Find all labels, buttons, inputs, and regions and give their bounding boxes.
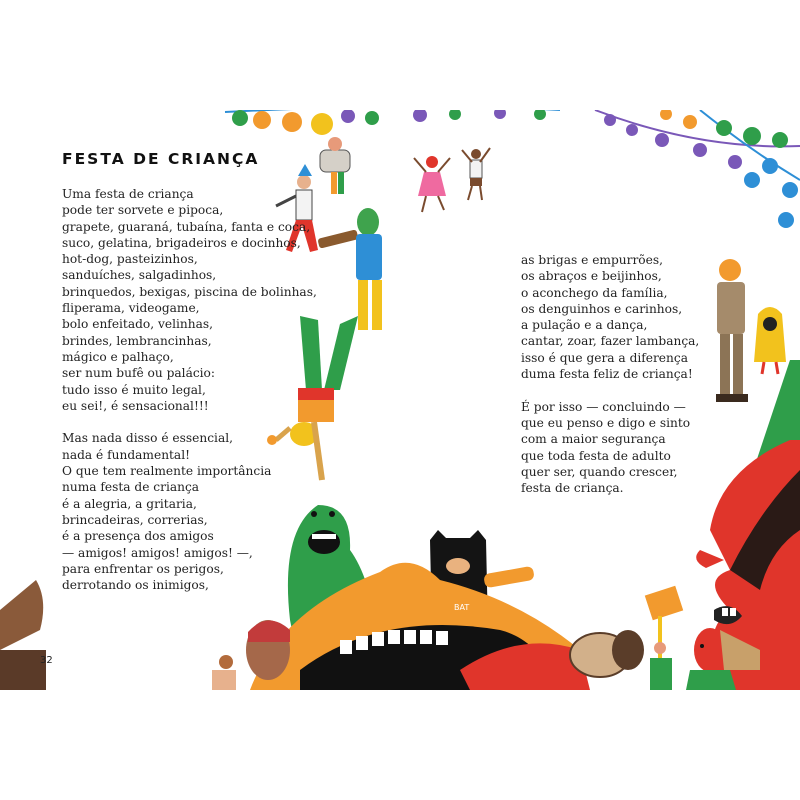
poem-line: ser num bufê ou palácio: bbox=[62, 366, 216, 381]
poem-line: o aconchego da família, bbox=[521, 285, 668, 300]
green-man-figure bbox=[317, 208, 382, 330]
poem-line: — amigos! amigos! amigos! —, bbox=[62, 545, 253, 560]
poem-column-2 bbox=[521, 252, 699, 496]
orange-sign-figure bbox=[645, 586, 683, 690]
poem-line: com a maior segurança bbox=[521, 432, 666, 447]
poem-line: pode ter sorvete e pipoca, bbox=[62, 203, 224, 218]
poem-line: É por isso — concluindo — bbox=[521, 399, 686, 414]
poem-line: hot-dog, pasteizinhos, bbox=[62, 252, 198, 267]
poem-line: grapete, guaraná, tubaína, fanta e coca, bbox=[62, 219, 311, 234]
poem-line: os abraços e beijinhos, bbox=[521, 269, 662, 284]
page-number: 32 bbox=[40, 655, 53, 666]
poem-line: tudo isso é muito legal, bbox=[62, 382, 206, 397]
poem-line: bolo enfeitado, velinhas, bbox=[62, 317, 213, 332]
poem-line: é a alegria, a gritaria, bbox=[62, 496, 197, 511]
poem-line: quer ser, quando crescer, bbox=[521, 464, 678, 479]
poem-line: nada é fundamental! bbox=[62, 447, 190, 462]
poem-line: brinquedos, bexigas, piscina de bolinhas, bbox=[62, 284, 317, 299]
poem-line: cantar, zoar, fazer lambança, bbox=[521, 334, 700, 349]
poem-line: é a presença dos amigos bbox=[62, 529, 214, 544]
poem-line bbox=[62, 414, 317, 430]
poem-line: para enfrentar os perigos, bbox=[62, 561, 224, 576]
book-spread bbox=[0, 110, 800, 690]
poem-line: duma festa feliz de criança! bbox=[521, 367, 693, 382]
hooded-kid-figure bbox=[754, 307, 786, 374]
poem-title: FESTA DE CRIANÇA bbox=[62, 150, 260, 168]
khaki-man-figure bbox=[716, 259, 748, 402]
poem-line: sanduíches, salgadinhos, bbox=[62, 268, 217, 283]
poem-line: que toda festa de adulto bbox=[521, 448, 671, 463]
bat-label: BAT bbox=[454, 603, 470, 612]
poem-line: Mas nada disso é essencial, bbox=[62, 431, 233, 446]
poem-line: brincadeiras, correrias, bbox=[62, 512, 208, 527]
poem-line: os denguinhos e carinhos, bbox=[521, 301, 683, 316]
gramophone-figure bbox=[0, 580, 46, 690]
poem-line: mágico e palhaço, bbox=[62, 349, 174, 364]
poem-line: as brigas e empurrões, bbox=[521, 253, 663, 267]
poem-line: derrotando os inimigos, bbox=[62, 578, 209, 593]
poem-line: eu sei!, é sensacional!!! bbox=[62, 398, 209, 413]
poem-line: fliperama, videogame, bbox=[62, 301, 200, 316]
accordion-figure bbox=[570, 630, 644, 677]
poem-line: numa festa de criança bbox=[62, 480, 200, 495]
drummer-figure bbox=[320, 137, 350, 194]
poem-line: suco, gelatina, brigadeiros e docinhos, bbox=[62, 235, 301, 250]
poem-line: Uma festa de criança bbox=[62, 187, 194, 201]
poem-line: festa de criança. bbox=[521, 481, 624, 496]
poem-column-1 bbox=[62, 186, 317, 593]
poem-line: a pulação e a dança, bbox=[521, 318, 648, 333]
cheering-kids-figure bbox=[414, 148, 490, 212]
poem-line: O que tem realmente importância bbox=[62, 464, 272, 479]
poem-line bbox=[521, 382, 699, 398]
poem-line: que eu penso e digo e sinto bbox=[521, 415, 691, 430]
poem-line: brindes, lembrancinhas, bbox=[62, 333, 212, 348]
poem-line: isso é que gera a diferença bbox=[521, 350, 688, 365]
